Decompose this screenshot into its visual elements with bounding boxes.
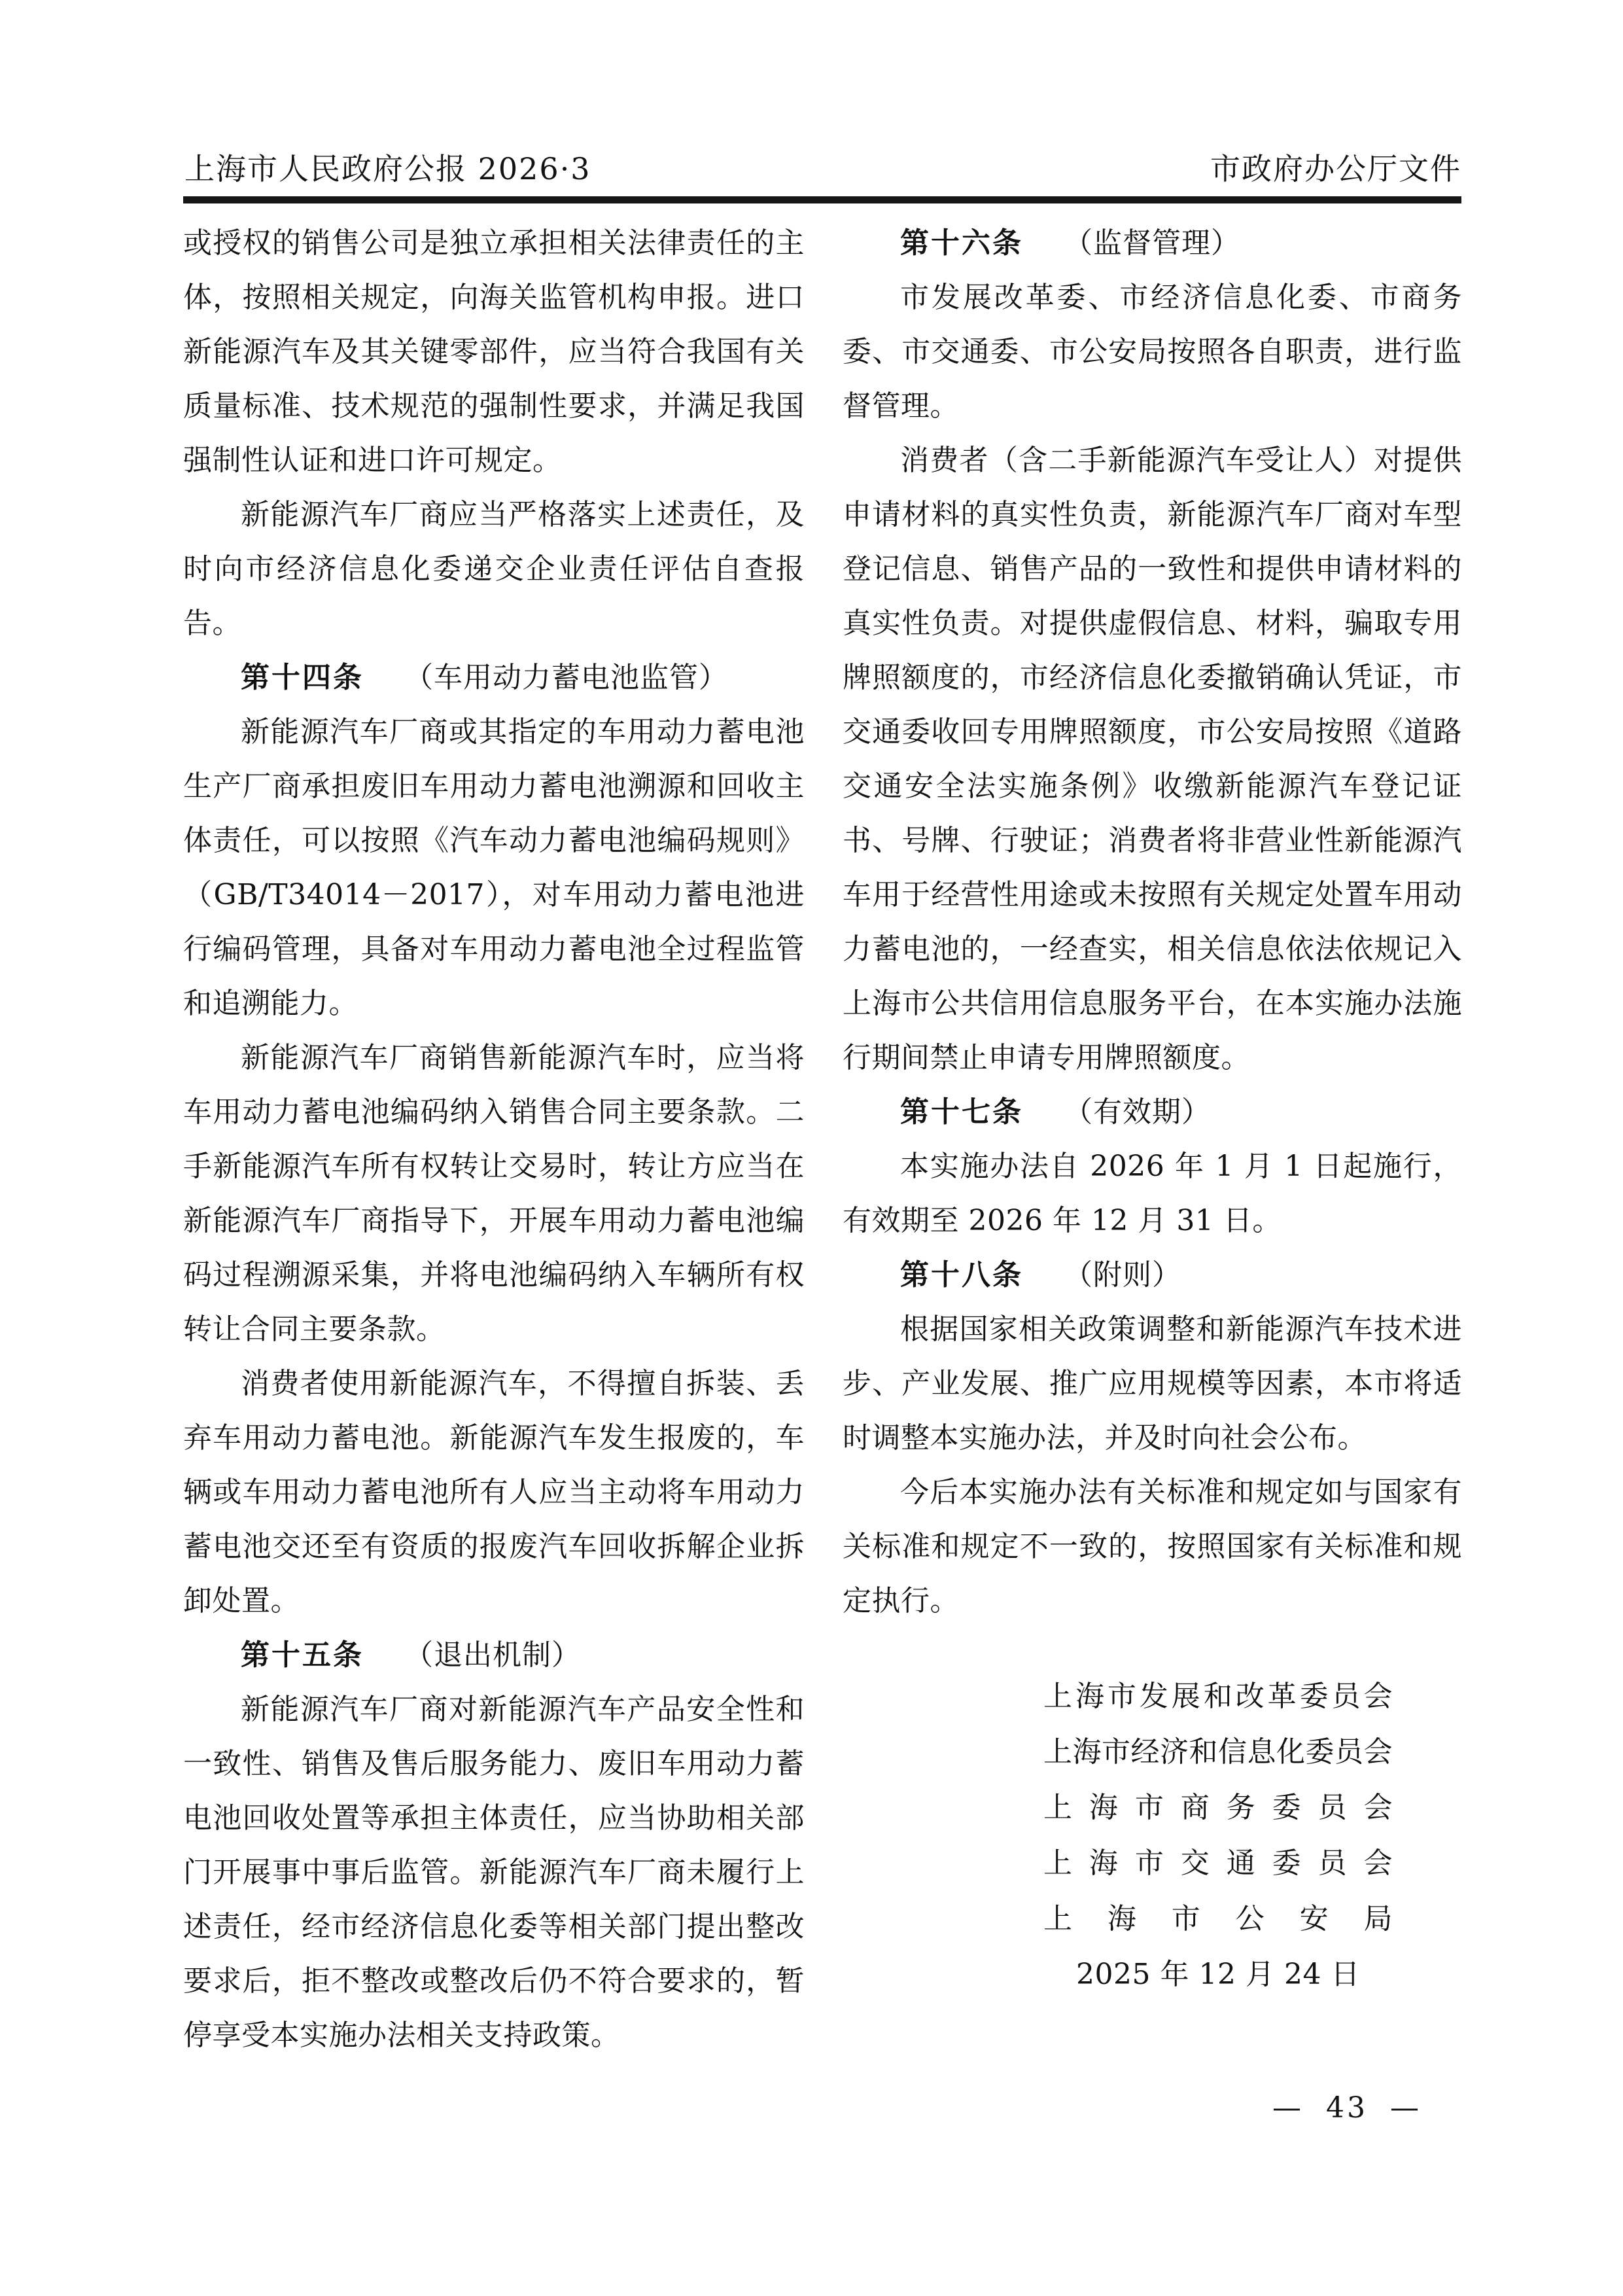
article-number: 第十七条 <box>900 1095 1023 1129</box>
paragraph: 新能源汽车厂商或其指定的车用动力蓄电池生产厂商承担废旧车用动力蓄电池溯源和回收主体责任，可以按照《汽车动力蓄电池编码规则》（GB/T34014－2017），对车用动力蓄电池进行编码管理，具备对车用动力蓄电池全过程监管和追溯能力。 <box>183 715 805 1020</box>
signature-line: 上海市公安局 <box>1043 1902 1393 1935</box>
article-heading <box>843 1085 1462 1139</box>
header-rule <box>183 196 1461 203</box>
section-label: 市政府办公厅文件 <box>1210 151 1461 186</box>
article-number: 第十六条 <box>900 226 1023 260</box>
paragraph: 消费者使用新能源汽车，不得擅自拆装、丢弃车用动力蓄电池。新能源汽车发生报废的，车辆或车用动力蓄电池所有人应当主动将车用动力蓄电池交还至有资质的报废汽车回收拆解企业拆卸处置。 <box>183 1367 805 1617</box>
paragraph: 本实施办法自 2026 年 1 月 1 日起施行，有效期至 2026 年 12 月 31 日。 <box>843 1150 1462 1237</box>
paragraph: 或授权的销售公司是独立承担相关法律责任的主体，按照相关规定，向海关监管机构申报。进口新能源汽车及其关键零部件，应当符合我国有关质量标准、技术规范的强制性要求，并满足我国强制性认证和进口许可规定。 <box>183 226 805 477</box>
article-heading <box>183 1628 805 1682</box>
paragraph: 根据国家相关政策调整和新能源汽车技术进步、产业发展、推广应用规模等因素，本市将适时调整本实施办法，并及时向社会公布。 <box>843 1313 1462 1455</box>
article-number: 第十八条 <box>900 1258 1023 1292</box>
signature-date: 2025 年 12 月 24 日 <box>1076 1958 1360 1991</box>
article-title: （监督管理） <box>1064 226 1240 260</box>
paragraph: 市发展改革委、市经济信息化委、市商务委、市交通委、市公安局按照各自职责，进行监督管理。 <box>843 281 1462 423</box>
signature-line: 上海市商务委员会 <box>1043 1791 1393 1824</box>
signature-line: 上海市经济和信息化委员会 <box>1043 1735 1393 1769</box>
article-heading <box>183 650 805 705</box>
article-number: 第十四条 <box>241 661 364 694</box>
journal-title: 上海市人民政府公报 2026·3 <box>184 151 591 186</box>
signature-block <box>1043 1669 1393 2002</box>
paragraph: 消费者（含二手新能源汽车受让人）对提供申请材料的真实性负责，新能源汽车厂商对车型登记信息、销售产品的一致性和提供申请材料的真实性负责。对提供虚假信息、材料，骗取专用牌照额度的，市经济信息化委撤销确认凭证，市交通委收回专用牌照额度，市公安局按照《道路交通安全法实施条例》收缴新能源汽车登记证书、号牌、行驶证；消费者将非营业性新能源汽车用于经营性用途或未按照有关规定处置车用动力蓄电池的，一经查实，相关信息依法依规记入上海市公共信用信息服务平台，在本实施办法施行期间禁止申请专用牌照额度。 <box>843 444 1462 1074</box>
article-number: 第十五条 <box>241 1638 364 1672</box>
left-column <box>183 216 805 2062</box>
article-heading <box>843 1248 1462 1302</box>
paragraph: 今后本实施办法有关标准和规定如与国家有关标准和规定不一致的，按照国家有关标准和规定执行。 <box>843 1475 1462 1617</box>
article-title: （有效期） <box>1064 1095 1211 1129</box>
article-title: （退出机制） <box>404 1638 581 1672</box>
page-number: — 43 — <box>1272 2091 1422 2125</box>
paragraph: 新能源汽车厂商应当严格落实上述责任，及时向市经济信息化委递交企业责任评估自查报告。 <box>183 498 805 640</box>
article-title: （附则） <box>1064 1258 1181 1292</box>
page-header <box>184 145 1461 188</box>
article-title: （车用动力蓄电池监管） <box>404 661 728 694</box>
paragraph: 新能源汽车厂商对新能源汽车产品安全性和一致性、销售及售后服务能力、废旧车用动力蓄电池回收处置等承担主体责任，应当协助相关部门开展事中事后监管。新能源汽车厂商未履行上述责任，经市经济信息化委等相关部门提出整改要求后，拒不整改或整改后仍不符合要求的，暂停享受本实施办法相关支持政策。 <box>183 1693 805 2052</box>
signature-line: 上海市发展和改革委员会 <box>1043 1680 1393 1713</box>
paragraph: 新能源汽车厂商销售新能源汽车时，应当将车用动力蓄电池编码纳入销售合同主要条款。二手新能源汽车所有权转让交易时，转让方应当在新能源汽车厂商指导下，开展车用动力蓄电池编码过程溯源采集，并将电池编码纳入车辆所有权转让合同主要条款。 <box>183 1041 805 1346</box>
right-column <box>843 216 1462 2002</box>
signature-line: 上海市交通委员会 <box>1043 1846 1393 1880</box>
article-heading <box>843 216 1462 270</box>
